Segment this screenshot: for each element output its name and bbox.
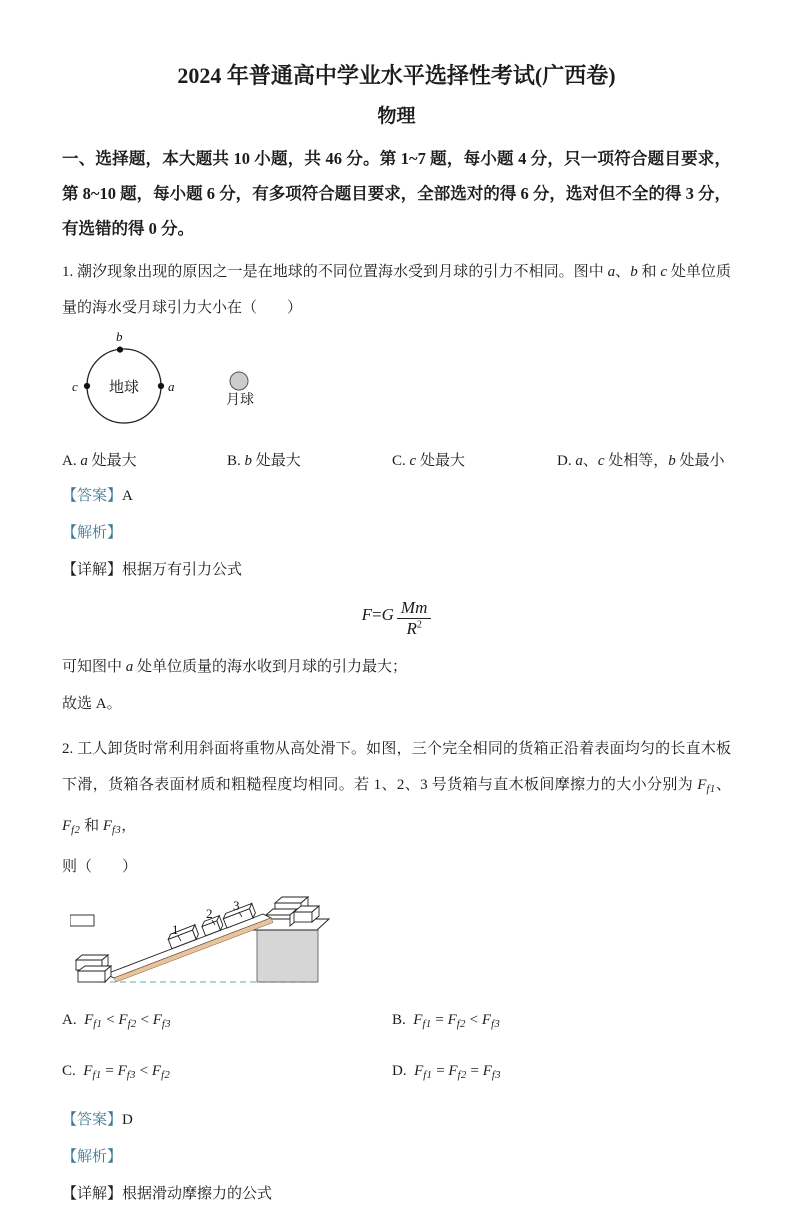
plank-top [106,914,271,978]
analysis-tag: 【解析】 [62,525,123,542]
q2-option-c: C. $F_{f1} = F_{f3} < F_{f2}$ [62,1063,171,1082]
point-c-label: c [72,379,78,395]
q1-detail-line: 【详解】根据万有引力公式 [62,562,243,579]
q1-conclusion-line: 故选 A。 [62,696,122,713]
q2-options-row-1 [62,1000,731,1045]
analysis-tag: 【解析】 [62,1149,123,1166]
moon-label: 月球 [226,393,254,409]
answer-tag: 【答案】 [62,488,123,505]
q2-option-a: A. $F_{f1} < F_{f2} < F_{f3}$ [62,1012,172,1031]
q2-answer-line [62,1102,731,1139]
q1-analysis-line [62,515,731,552]
answer-tag: 【答案】 [62,1112,123,1129]
moon-circle [230,372,248,390]
earth-moon-diagram [62,330,322,435]
subject-title: 物理 [377,105,416,127]
point-a-label: a [168,379,175,395]
q2-option-d: D. $F_{f1} = F_{f2} = F_{f3}$ [392,1063,502,1082]
detail-tag: 【详解】 [62,1186,123,1203]
point-a-dot [158,383,164,389]
detail-tag: 【详解】 [62,562,123,579]
math-Ff1: $F_{f1}$ [697,777,716,796]
incline-diagram [70,889,330,989]
q1-options [62,444,731,478]
q1-option-c: C. c 处最大 [392,453,465,470]
point-b-label: b [116,330,123,345]
earth-label: 地球 [108,380,140,397]
q1-note-line: 可知图中 a 处单位质量的海水收到月球的引力最大； [62,659,408,676]
question-1-text: 1. 潮汐现象出现的原因之一是在地球的不同位置海水受到月球的引力不相同。图中 a、b 和 c 处单位质量的海水受月球引力大小在（ ） [62,264,731,317]
point-b-dot [117,347,123,353]
q2-analysis-line [62,1139,731,1176]
q2-detail-line: 【详解】根据滑动摩擦力的公式 [62,1186,273,1203]
crate-2-label: 2 [206,906,213,922]
q1-gravity-formula: F=G $\frac{Mm}{R^2}$ [62,591,731,647]
q1-option-d: D. a、c 处相等，b 处最小 [557,453,725,470]
q2-answer-value: D [122,1112,133,1129]
ground-crates [76,955,111,982]
q2-option-b: B. $F_{f1} = F_{f2} < F_{f3}$ [392,1012,501,1031]
q1-option-b: B. b 处最大 [227,453,301,470]
section-instructions: 一、选择题，本大题共 10 小题，共 46 分。第 1~7 题，每小题 4 分，只一项符合题目要求，第 8~10 题，每小题 6 分，有多项符合题目要求，全部选对的得 6 分，选对但不全的得 3 分，有选错的得 0 分。 [62,149,731,239]
q1-figure-earth-moon [62,330,731,440]
exam-document-page [0,62,793,1203]
crate-3-label: 3 [233,898,240,914]
fraction: $\frac{Mm}{R^2}$ [397,599,431,637]
math-Ff3: $F_{f3}$ [102,818,122,837]
page-title: 2024 年普通高中学业水平选择性考试(广西卷) [177,63,616,88]
math-Ff2: $F_{f2}$ [62,818,81,837]
q1-answer-value: A [122,488,133,505]
crate-1-label: 1 [172,922,179,938]
question-2-text: 2. 工人卸货时常利用斜面将重物从高处滑下。如图，三个完全相同的货箱正沿着表面均匀的长直木板下滑，货箱各表面材质和粗糙程度均相同。若 1、2、3 号货箱与直木板间摩擦力的大小分别为 $F_{f1}$、$F_{f2}$ 和 $F_{f3}$， [62,741,731,837]
q2-options-row-2 [62,1051,731,1096]
point-c-dot [84,383,90,389]
q1-option-a: A. a 处最大 [62,453,137,470]
platform-block [257,929,318,982]
q1-answer-line [62,478,731,515]
q2-figure-incline [70,889,731,994]
question-2-then: 则（ ） [62,859,138,876]
